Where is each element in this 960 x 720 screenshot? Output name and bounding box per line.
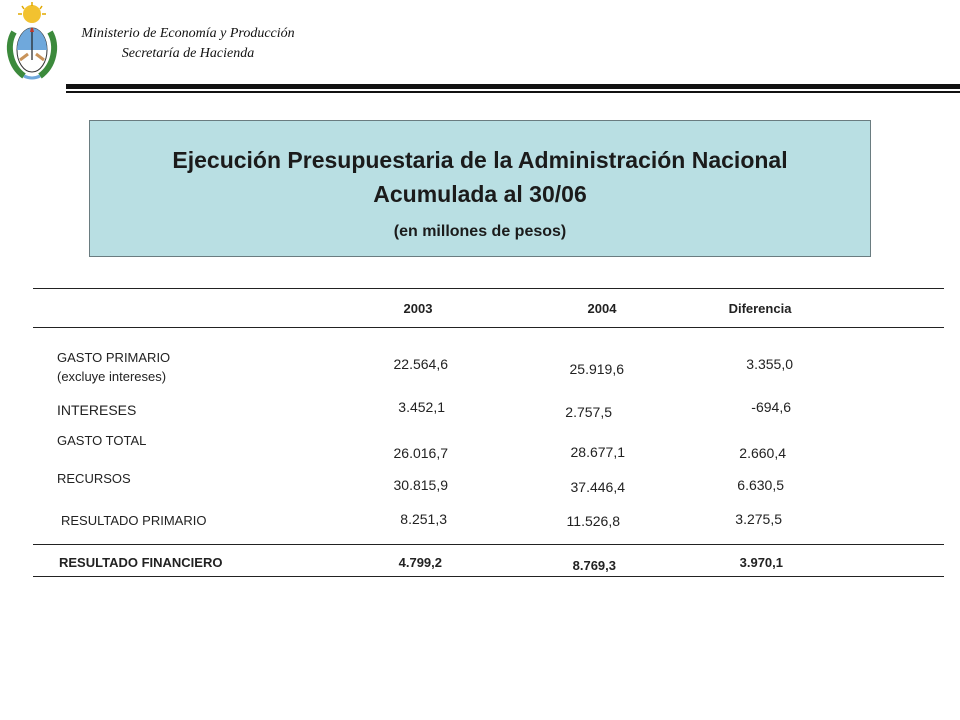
coat-of-arms-logo — [4, 2, 60, 82]
cell-value: 2.757,5 — [565, 404, 612, 420]
row-label: RESULTADO PRIMARIO — [61, 513, 207, 528]
secretariat-name: Secretaría de Hacienda — [121, 46, 255, 61]
cell-value: 37.446,4 — [570, 479, 625, 495]
ministry-heading — [58, 24, 318, 64]
cell-value: 30.815,9 — [393, 477, 448, 493]
cell-value: 8.251,3 — [400, 511, 447, 527]
column-header-2004: 2004 — [587, 301, 617, 316]
cell-value-total: 3.970,1 — [739, 555, 783, 570]
report-period: Acumulada al 30/06 — [373, 181, 587, 207]
header-rule-thin — [66, 91, 960, 93]
cell-value: 3.355,0 — [746, 356, 793, 372]
cell-value: 26.016,7 — [393, 445, 448, 461]
row-label: RECURSOS — [57, 471, 131, 486]
cell-value-total: 4.799,2 — [398, 555, 442, 570]
row-label: GASTO PRIMARIO — [57, 350, 171, 365]
header-rule-thick — [66, 84, 960, 89]
cell-value: 25.919,6 — [569, 361, 624, 377]
report-title: Ejecución Presupuestaria de la Administración Nacional — [172, 147, 788, 173]
title-box — [89, 120, 871, 257]
column-header-2003: 2003 — [403, 301, 433, 316]
table-rule-bottom — [33, 576, 944, 577]
cell-value: 3.452,1 — [398, 399, 445, 415]
table-rule-top — [33, 288, 944, 289]
table-rule-header — [33, 327, 944, 328]
ministry-name: Ministerio de Economía y Producción — [81, 26, 295, 41]
cell-value: -694,6 — [751, 399, 791, 415]
report-units: (en millones de pesos) — [393, 223, 567, 240]
cell-value: 28.677,1 — [570, 444, 625, 460]
row-label: GASTO TOTAL — [57, 433, 147, 448]
cell-value: 2.660,4 — [739, 445, 786, 461]
cell-value-total: 8.769,3 — [572, 558, 616, 573]
cell-value: 11.526,8 — [566, 513, 620, 529]
cell-value: 3.275,5 — [735, 511, 782, 527]
row-label: INTERESES — [57, 402, 137, 418]
cell-value: 6.630,5 — [737, 477, 784, 493]
cell-value: 22.564,6 — [393, 356, 448, 372]
row-sublabel: (excluye intereses) — [57, 369, 167, 384]
column-header-diferencia: Diferencia — [728, 301, 792, 316]
row-label-total: RESULTADO FINANCIERO — [59, 555, 223, 570]
table-rule-total — [33, 544, 944, 545]
